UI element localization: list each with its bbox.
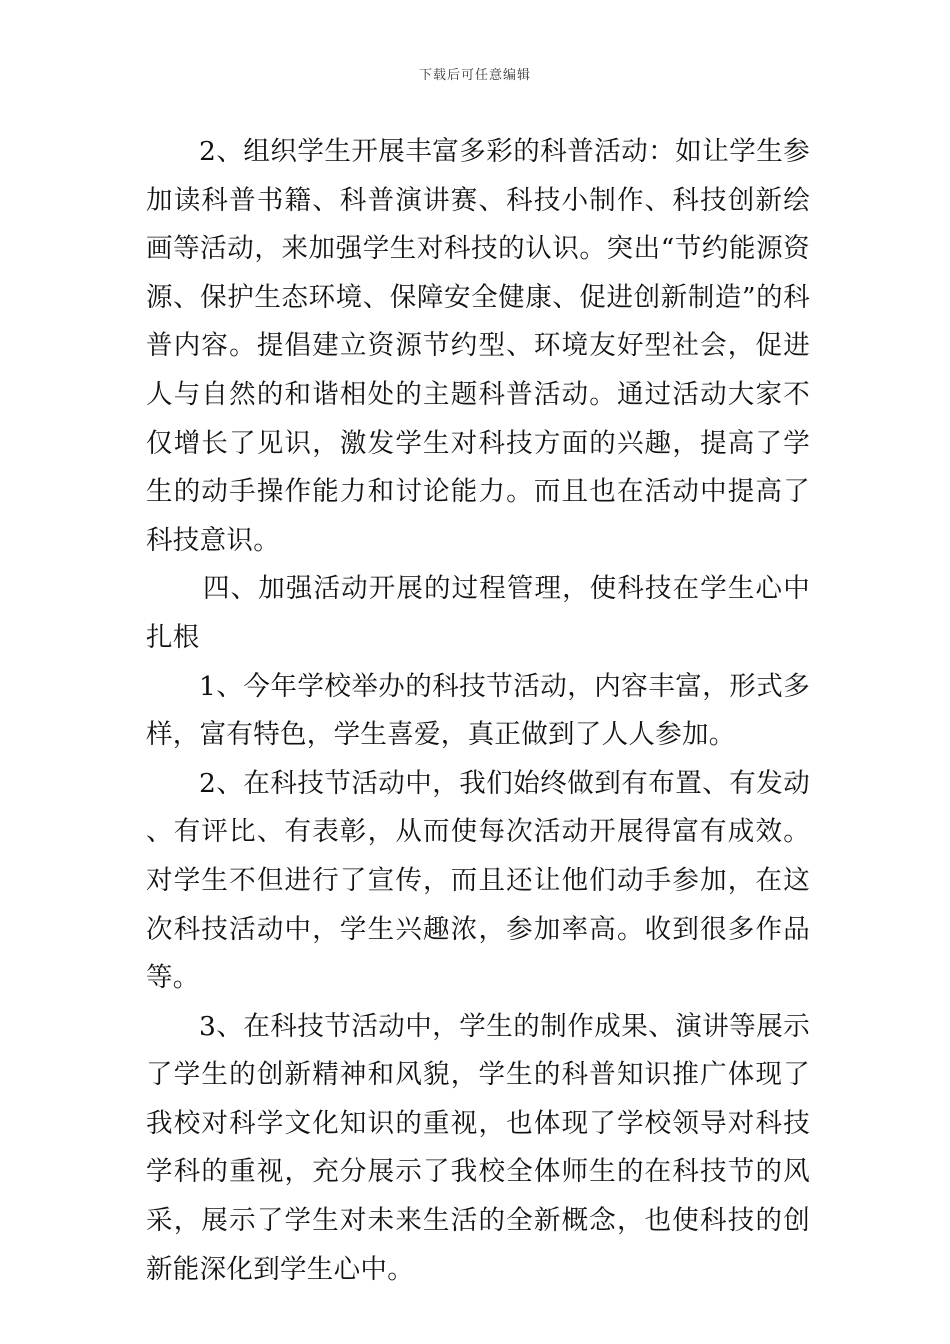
- page-header: 下载后可任意编辑: [418, 68, 531, 83]
- paragraph-item-2: 2、在科技节活动中，我们始终做到有布置、有发动、有评比、有表彰，从而使每次活动开展得富有成效。对学生不但进行了宣传，而且还让他们动手参加，在这次科技活动中，学生兴趣浓，参加率高。收到很多作品等。: [146, 767, 810, 994]
- section-heading-four: 四、加强活动开展的过程管理，使科技在学生心中扎根: [146, 573, 810, 653]
- document-body: [146, 128, 810, 1294]
- paragraph-item-1: 1、今年学校举办的科技节活动，内容丰富，形式多样，富有特色，学生喜爱，真正做到了人人参加。: [146, 670, 810, 751]
- paragraph-item-3: 3、在科技节活动中，学生的制作成果、演讲等展示了学生的创新精神和风貌，学生的科普知识推广体现了我校对科学文化知识的重视，也体现了学校领导对科技学科的重视，充分展示了我校全体师生的在科技节的风采，展示了学生对未来生活的全新概念，也使科技的创新能深化到学生心中。: [146, 1010, 810, 1285]
- paragraph-activities: 2、组织学生开展丰富多彩的科普活动：如让学生参加读科普书籍、科普演讲赛、科技小制作、科技创新绘画等活动，来加强学生对科技的认识。突出“节约能源资源、保护生态环境、保障安全健康、促进创新制造”的科普内容。提倡建立资源节约型、环境友好型社会，促进人与自然的和谐相处的主题科普活动。通过活动大家不仅增长了见识，激发学生对科技方面的兴趣，提高了学生的动手操作能力和讨论能力。而且也在活动中提高了科技意识。: [146, 136, 811, 556]
